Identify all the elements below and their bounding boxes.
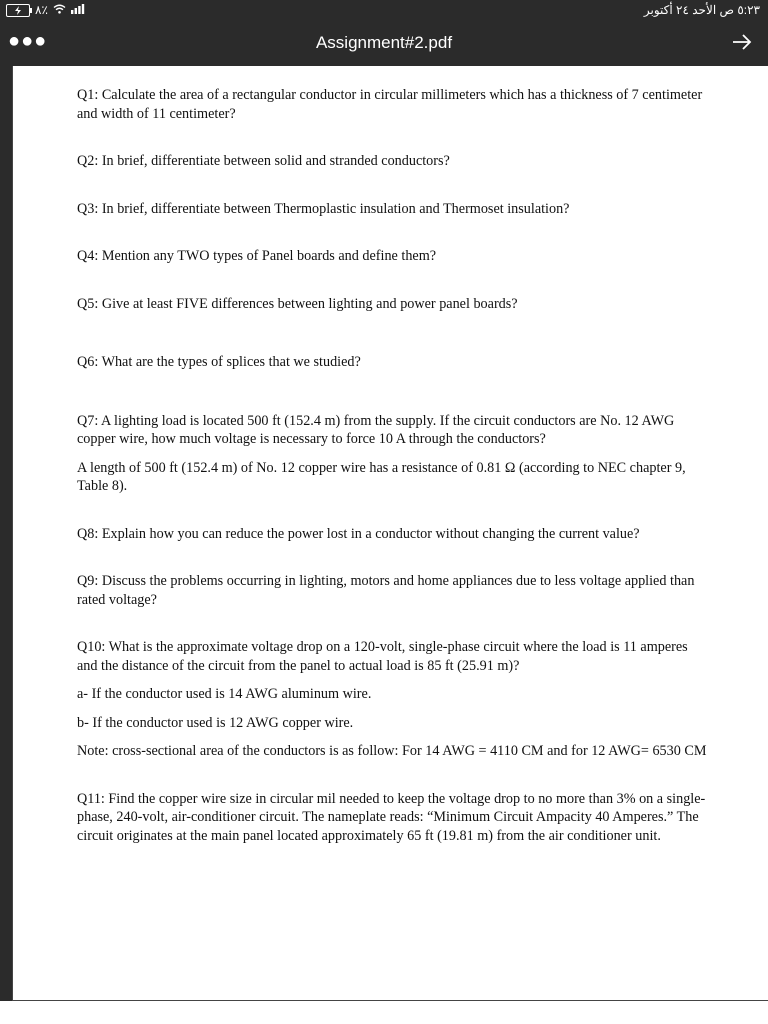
page-bottom-margin [0,1001,768,1024]
question-6: Q6: What are the types of splices that we studied? [77,354,361,370]
question-10-note: Note: cross-sectional area of the conductors is as follow: For 14 AWG = 4110 CM and for 12 AWG= 6530 CM [77,743,707,759]
question-7: Q7: A lighting load is located 500 ft (152.4 m) from the supply. If the circuit conductors are No. 12 AWG copper wire, how much voltage is necessary to force 10 A through the conductors? [77,412,675,447]
more-options-icon[interactable]: ●●● [8,30,48,52]
wifi-icon [53,3,66,17]
share-arrow-icon[interactable] [730,30,754,59]
question-10: Q10: What is the approximate voltage drop on a 120-volt, single-phase circuit where the load is 11 amperes and the distance of the circuit from the panel to actual load is 85 ft (25.91 m)? [77,639,688,674]
question-4: Q4: Mention any TWO types of Panel boards and define them? [77,248,437,264]
battery-percent: ٨٪ [35,3,48,17]
document-toolbar [0,22,768,66]
question-2: Q2: In brief, differentiate between solid and stranded conductors? [77,153,450,169]
question-7-note: A length of 500 ft (152.4 m) of No. 12 copper wire has a resistance of 0.81 Ω (according to NEC chapter 9, Table 8). [77,459,686,494]
question-9: Q9: Discuss the problems occurring in lighting, motors and home appliances due to less voltage applied than rated voltage? [77,573,695,608]
signal-bars-icon [71,3,85,17]
question-5: Q5: Give at least FIVE differences between lighting and power panel boards? [77,295,518,312]
document-title: Assignment#2.pdf [315,33,453,52]
pdf-page [12,66,768,1001]
question-3: Q3: In brief, differentiate between Thermoplastic insulation and Thermoset insulation? [77,200,570,217]
battery-charging-icon [6,4,30,17]
question-11: Q11: Find the copper wire size in circular mil needed to keep the voltage drop to no more than 3% on a single-phase, 240-volt, air-conditioner circuit. The nameplate reads: “Minimum Circuit Ampacity 40 Amperes.” The circuit originates at the main panel located approximately 65 ft (19.81 m) from the air conditioner unit. [77,790,706,844]
question-1: Q1: Calculate the area of a rectangular conductor in circular millimeters which has a thickness of 7 centimeter and width of 11 centimeter? [77,87,703,122]
question-8: Q8: Explain how you can reduce the power lost in a conductor without changing the current value? [77,525,640,542]
status-bar [0,0,768,22]
status-datetime: ٥:٢٣ ص الأحد ٢٤ أكتوبر [643,3,760,17]
question-10-part-b: b- If the conductor used is 12 AWG copper wire. [77,714,354,731]
question-10-part-a: a- If the conductor used is 14 AWG aluminum wire. [77,686,372,702]
document-body [77,86,709,845]
status-indicators [6,3,85,17]
